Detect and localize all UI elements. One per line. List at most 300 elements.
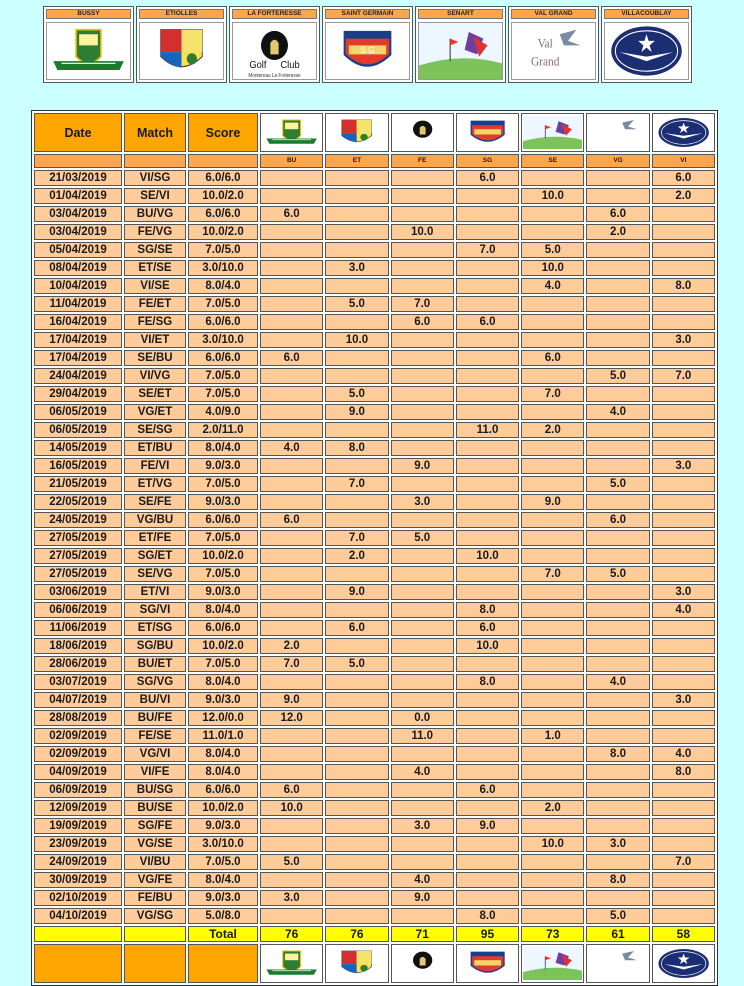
row-club-points: 4.0 (652, 602, 715, 618)
row-club-points (260, 260, 323, 276)
club-logo-frame (46, 22, 131, 80)
table-row (34, 260, 715, 276)
row-club-points (325, 350, 388, 366)
row-match: BU/FE (124, 710, 186, 726)
row-club-points (260, 242, 323, 258)
table-row (34, 332, 715, 348)
row-date: 22/05/2019 (34, 494, 122, 510)
row-club-points (586, 350, 649, 366)
row-club-points: 9.0 (391, 458, 454, 474)
row-club-points (586, 440, 649, 456)
row-match: ET/SE (124, 260, 186, 276)
sg-club-logo (326, 23, 409, 79)
row-club-points (652, 818, 715, 834)
table-row (34, 818, 715, 834)
row-club-points (456, 386, 519, 402)
row-match: VG/FE (124, 872, 186, 888)
match-column-header: Match (124, 113, 186, 152)
row-club-points: 8.0 (652, 278, 715, 294)
row-club-points (391, 782, 454, 798)
row-club-points (521, 512, 584, 528)
row-match: BU/SE (124, 800, 186, 816)
row-club-points (456, 476, 519, 492)
totals-label: Total (188, 926, 258, 942)
row-date: 06/05/2019 (34, 404, 122, 420)
row-club-points (652, 386, 715, 402)
row-club-points (586, 800, 649, 816)
row-club-points (456, 656, 519, 672)
row-date: 01/04/2019 (34, 188, 122, 204)
row-club-points: 6.0 (586, 206, 649, 222)
club-total: 61 (586, 926, 649, 942)
row-match: FE/SG (124, 314, 186, 330)
row-match: VG/BU (124, 512, 186, 528)
row-club-points: 8.0 (325, 440, 388, 456)
club-name: ETIOLLES (139, 9, 224, 19)
club-banner (43, 6, 692, 83)
row-club-points (652, 800, 715, 816)
table-row (34, 404, 715, 420)
row-club-points (586, 818, 649, 834)
row-club-points: 9.0 (391, 890, 454, 906)
row-club-points: 6.0 (456, 782, 519, 798)
table-row (34, 872, 715, 888)
row-score: 9.0/3.0 (188, 818, 258, 834)
row-score: 9.0/3.0 (188, 692, 258, 708)
row-club-points (652, 260, 715, 276)
row-club-points: 3.0 (652, 458, 715, 474)
row-match: FE/VI (124, 458, 186, 474)
row-club-points (260, 476, 323, 492)
row-club-points (260, 422, 323, 438)
row-club-points: 0.0 (391, 710, 454, 726)
row-club-points: 10.0 (521, 188, 584, 204)
row-club-points: 12.0 (260, 710, 323, 726)
row-club-points (586, 584, 649, 600)
club-name: SAINT GERMAIN (325, 9, 410, 19)
row-club-points: 2.0 (586, 224, 649, 240)
club-column-header (260, 113, 323, 152)
table-row (34, 188, 715, 204)
row-club-points (325, 314, 388, 330)
row-date: 23/09/2019 (34, 836, 122, 852)
row-club-points (521, 296, 584, 312)
row-club-points (325, 494, 388, 510)
row-club-points (260, 584, 323, 600)
row-club-points (456, 440, 519, 456)
row-date: 24/04/2019 (34, 368, 122, 384)
row-club-points: 2.0 (325, 548, 388, 564)
table-row (34, 278, 715, 294)
row-club-points: 10.0 (456, 548, 519, 564)
bu-club-logo (47, 23, 130, 79)
row-club-points: 7.0 (260, 656, 323, 672)
row-date: 04/09/2019 (34, 764, 122, 780)
row-club-points (521, 674, 584, 690)
row-club-points (652, 872, 715, 888)
club-abbr: SE (521, 154, 584, 168)
row-club-points (325, 818, 388, 834)
row-club-points (456, 332, 519, 348)
row-club-points: 7.0 (325, 476, 388, 492)
table-row (34, 908, 715, 924)
row-club-points (521, 710, 584, 726)
club-name: VILLACOUBLAY (604, 9, 689, 19)
row-date: 10/04/2019 (34, 278, 122, 294)
row-club-points: 10.0 (521, 836, 584, 852)
row-club-points: 11.0 (456, 422, 519, 438)
row-score: 3.0/10.0 (188, 332, 258, 348)
table-row (34, 368, 715, 384)
row-club-points (260, 332, 323, 348)
row-club-points: 2.0 (260, 638, 323, 654)
row-match: VI/BU (124, 854, 186, 870)
footer-club-logo (586, 944, 649, 983)
vi-club-logo (605, 23, 688, 79)
row-score: 12.0/0.0 (188, 710, 258, 726)
row-club-points (456, 692, 519, 708)
row-club-points: 7.0 (652, 854, 715, 870)
vg-club-logo (588, 947, 647, 980)
table-row (34, 350, 715, 366)
table-row (34, 890, 715, 906)
row-club-points: 7.0 (521, 386, 584, 402)
row-score: 7.0/5.0 (188, 242, 258, 258)
row-match: BU/VG (124, 206, 186, 222)
row-club-points (325, 710, 388, 726)
row-match: ET/VI (124, 584, 186, 600)
row-club-points (586, 242, 649, 258)
vg-club-logo (588, 116, 647, 149)
row-club-points (391, 836, 454, 852)
row-club-points: 5.0 (325, 386, 388, 402)
row-match: VI/SE (124, 278, 186, 294)
row-club-points (325, 890, 388, 906)
table-row (34, 620, 715, 636)
row-club-points: 10.0 (391, 224, 454, 240)
row-score: 6.0/6.0 (188, 350, 258, 366)
row-date: 03/07/2019 (34, 674, 122, 690)
row-club-points (521, 746, 584, 762)
row-club-points (521, 368, 584, 384)
row-club-points: 3.0 (325, 260, 388, 276)
row-club-points (652, 512, 715, 528)
table-row (34, 170, 715, 186)
row-club-points (391, 584, 454, 600)
club-abbr: ET (325, 154, 388, 168)
totals-blank (34, 926, 122, 942)
row-match: SG/SE (124, 242, 186, 258)
row-date: 06/09/2019 (34, 782, 122, 798)
row-club-points (652, 890, 715, 906)
club-column-header (456, 113, 519, 152)
row-club-points: 3.0 (652, 584, 715, 600)
row-club-points (521, 530, 584, 546)
row-date: 03/06/2019 (34, 584, 122, 600)
row-match: SE/FE (124, 494, 186, 510)
row-club-points: 5.0 (521, 242, 584, 258)
row-club-points: 6.0 (391, 314, 454, 330)
row-score: 6.0/6.0 (188, 206, 258, 222)
header-row (34, 113, 715, 152)
row-club-points: 8.0 (456, 908, 519, 924)
row-club-points (325, 224, 388, 240)
row-score: 8.0/4.0 (188, 602, 258, 618)
row-club-points (652, 530, 715, 546)
footer-club-logo (652, 944, 715, 983)
row-score: 11.0/1.0 (188, 728, 258, 744)
fe-club-logo (393, 947, 452, 980)
row-club-points: 9.0 (521, 494, 584, 510)
row-club-points (391, 278, 454, 294)
row-match: VI/FE (124, 764, 186, 780)
row-club-points (325, 746, 388, 762)
row-match: VI/ET (124, 332, 186, 348)
row-score: 6.0/6.0 (188, 512, 258, 528)
results-table (32, 111, 717, 985)
row-club-points: 9.0 (456, 818, 519, 834)
row-score: 8.0/4.0 (188, 872, 258, 888)
row-club-points (652, 206, 715, 222)
row-club-points (260, 386, 323, 402)
table-row (34, 764, 715, 780)
table-row (34, 386, 715, 402)
club-logo-frame (325, 22, 410, 80)
row-club-points (391, 170, 454, 186)
row-club-points (652, 782, 715, 798)
row-club-points (586, 764, 649, 780)
row-club-points: 8.0 (652, 764, 715, 780)
row-club-points (325, 278, 388, 294)
row-club-points (521, 692, 584, 708)
table-row (34, 584, 715, 600)
row-date: 03/04/2019 (34, 224, 122, 240)
row-club-points (652, 494, 715, 510)
row-club-points (652, 710, 715, 726)
vg-club-logo (512, 23, 595, 79)
row-club-points (652, 242, 715, 258)
table-row (34, 782, 715, 798)
row-club-points: 5.0 (325, 656, 388, 672)
row-club-points (586, 854, 649, 870)
row-club-points (652, 656, 715, 672)
club-column-header (521, 113, 584, 152)
club-total: 76 (260, 926, 323, 942)
row-club-points (521, 170, 584, 186)
row-club-points (325, 206, 388, 222)
row-club-points: 8.0 (586, 746, 649, 762)
table-row (34, 440, 715, 456)
row-date: 17/04/2019 (34, 332, 122, 348)
row-club-points (652, 674, 715, 690)
row-club-points (456, 404, 519, 420)
row-match: SE/BU (124, 350, 186, 366)
row-score: 7.0/5.0 (188, 368, 258, 384)
row-club-points (456, 494, 519, 510)
row-club-points (260, 188, 323, 204)
et-club-logo (327, 116, 386, 149)
table-row (34, 548, 715, 564)
se-club-logo (419, 23, 502, 79)
footer-blank (188, 944, 258, 983)
row-club-points (325, 638, 388, 654)
row-club-points (586, 422, 649, 438)
row-club-points (260, 458, 323, 474)
row-date: 11/06/2019 (34, 620, 122, 636)
row-club-points (260, 908, 323, 924)
row-club-points: 9.0 (325, 584, 388, 600)
bu-club-logo (262, 116, 321, 149)
totals-blank (124, 926, 186, 942)
row-date: 17/04/2019 (34, 350, 122, 366)
club-total: 73 (521, 926, 584, 942)
row-date: 06/06/2019 (34, 602, 122, 618)
abbr-row (34, 154, 715, 168)
row-club-points: 1.0 (521, 728, 584, 744)
table-row (34, 602, 715, 618)
row-score: 2.0/11.0 (188, 422, 258, 438)
row-club-points: 6.0 (586, 512, 649, 528)
se-club-logo (523, 116, 582, 149)
row-score: 10.0/2.0 (188, 800, 258, 816)
club-logo-frame (511, 22, 596, 80)
row-club-points (456, 872, 519, 888)
row-club-points (391, 386, 454, 402)
row-club-points (586, 458, 649, 474)
abbr-blank (188, 154, 258, 168)
row-date: 05/04/2019 (34, 242, 122, 258)
row-match: BU/VI (124, 692, 186, 708)
row-club-points (652, 566, 715, 582)
table-row (34, 530, 715, 546)
row-match: SE/VG (124, 566, 186, 582)
logo-text: Club (280, 59, 300, 71)
row-club-points: 6.0 (260, 782, 323, 798)
row-date: 30/09/2019 (34, 872, 122, 888)
table-row (34, 638, 715, 654)
row-date: 24/09/2019 (34, 854, 122, 870)
footer-club-logo (521, 944, 584, 983)
club-name: BUSSY (46, 9, 131, 19)
row-club-points (391, 332, 454, 348)
row-score: 9.0/3.0 (188, 458, 258, 474)
et-club-logo (140, 23, 223, 79)
row-club-points (391, 422, 454, 438)
row-score: 8.0/4.0 (188, 674, 258, 690)
row-club-points (652, 836, 715, 852)
abbr-blank (34, 154, 122, 168)
row-club-points (586, 188, 649, 204)
row-club-points (521, 440, 584, 456)
row-match: FE/SE (124, 728, 186, 744)
club-column-header (652, 113, 715, 152)
row-score: 10.0/2.0 (188, 548, 258, 564)
row-club-points: 6.0 (652, 170, 715, 186)
row-club-points (260, 548, 323, 564)
row-club-points: 8.0 (456, 602, 519, 618)
row-club-points (325, 728, 388, 744)
row-score: 8.0/4.0 (188, 764, 258, 780)
row-club-points (521, 332, 584, 348)
table-row (34, 206, 715, 222)
row-date: 12/09/2019 (34, 800, 122, 816)
row-date: 27/05/2019 (34, 548, 122, 564)
row-club-points (391, 350, 454, 366)
row-score: 8.0/4.0 (188, 278, 258, 294)
row-club-points (391, 368, 454, 384)
row-club-points (260, 404, 323, 420)
table-row (34, 566, 715, 582)
row-club-points (521, 206, 584, 222)
row-club-points (586, 170, 649, 186)
row-date: 06/05/2019 (34, 422, 122, 438)
logo-text: Grand (530, 54, 560, 69)
row-match: SE/SG (124, 422, 186, 438)
row-club-points (521, 314, 584, 330)
row-date: 11/04/2019 (34, 296, 122, 312)
club-abbr: VI (652, 154, 715, 168)
row-club-points (456, 368, 519, 384)
row-club-points (391, 404, 454, 420)
row-club-points (456, 278, 519, 294)
row-club-points (586, 314, 649, 330)
row-score: 6.0/6.0 (188, 620, 258, 636)
club-card (43, 6, 134, 83)
club-abbr: BU (260, 154, 323, 168)
row-club-points: 7.0 (456, 242, 519, 258)
row-club-points (391, 440, 454, 456)
club-column-header (586, 113, 649, 152)
club-total: 58 (652, 926, 715, 942)
row-club-points (391, 854, 454, 870)
row-club-points (325, 836, 388, 852)
row-club-points (391, 656, 454, 672)
row-club-points: 5.0 (586, 908, 649, 924)
table-row (34, 476, 715, 492)
club-logo-frame (139, 22, 224, 80)
row-club-points (456, 746, 519, 762)
row-club-points (391, 242, 454, 258)
row-club-points (260, 368, 323, 384)
footer-blank (124, 944, 186, 983)
row-score: 6.0/6.0 (188, 314, 258, 330)
row-club-points (391, 620, 454, 636)
row-score: 7.0/5.0 (188, 566, 258, 582)
row-club-points: 7.0 (521, 566, 584, 582)
footer-club-logo (456, 944, 519, 983)
row-club-points (521, 872, 584, 888)
club-card (229, 6, 320, 83)
row-club-points (260, 224, 323, 240)
row-date: 08/04/2019 (34, 260, 122, 276)
row-date: 16/05/2019 (34, 458, 122, 474)
sg-club-logo (458, 116, 517, 149)
row-club-points (586, 332, 649, 348)
row-club-points (260, 872, 323, 888)
row-club-points (586, 782, 649, 798)
row-date: 27/05/2019 (34, 566, 122, 582)
row-club-points (325, 170, 388, 186)
row-club-points (391, 548, 454, 564)
row-match: FE/VG (124, 224, 186, 240)
row-club-points (652, 476, 715, 492)
row-club-points (391, 206, 454, 222)
row-club-points: 4.0 (652, 746, 715, 762)
row-club-points: 4.0 (586, 674, 649, 690)
row-club-points (391, 566, 454, 582)
row-club-points (260, 314, 323, 330)
row-club-points (391, 476, 454, 492)
